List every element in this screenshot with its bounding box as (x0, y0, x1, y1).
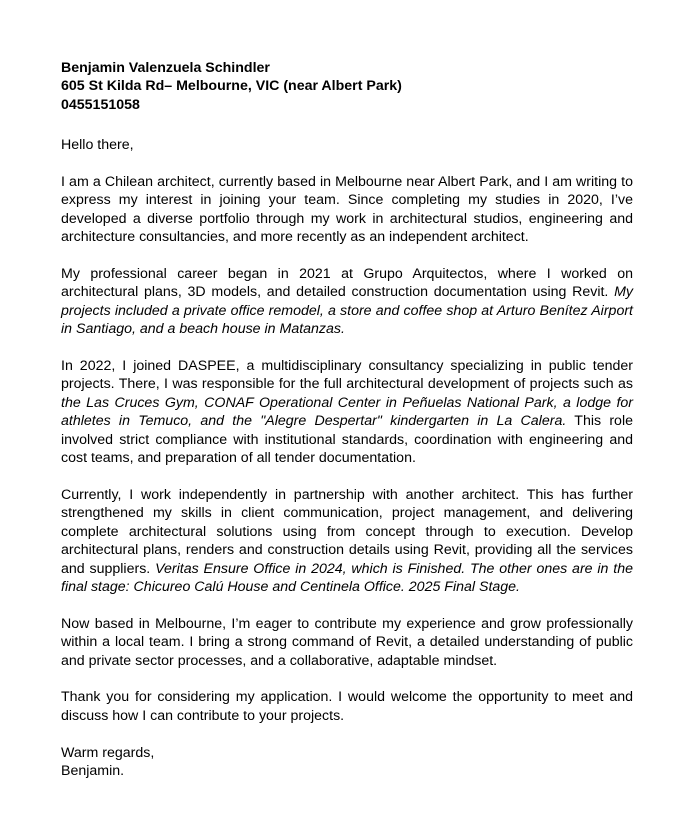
paragraph-introduction: I am a Chilean architect, currently based in Melbourne near Albert Park, and I am writing to express my interest in joining your team. Since completing my studies in 2020, I’ve developed a diverse portfolio through my work in architectural studios, engineering and architecture consultancies, and more recently as an independent architect. (61, 174, 633, 246)
closing-signature: Benjamin. (61, 762, 125, 779)
sender-address: 605 St Kilda Rd– Melbourne, VIC (near Albert Park) (61, 78, 402, 95)
paragraph-italic-text: Veritas Ensure Office in 2024, which is Finished. The other ones are in the final stage: Chicureo Calú House and Centinela Office. 2025 Final Stage. (61, 560, 633, 595)
paragraph-grupo-arquitectos (61, 265, 633, 339)
paragraph-text: This role involved strict compliance with institutional standards, coordination with engineering and cost teams, and preparation of all tender documentation. (61, 413, 633, 467)
paragraph-thank-you: Thank you for considering my application. I would welcome the opportunity to meet and discuss how I can contribute to your projects. (61, 689, 633, 724)
paragraph-italic-text: My projects included a private office remodel, a store and coffee shop at Arturo Benítez Airport in Santiago, and a beach house in Matanzas. (61, 284, 633, 338)
paragraph-melbourne: Now based in Melbourne, I’m eager to contribute my experience and grow professionally within a local team. I bring a strong command of Revit, a detailed understanding of public and private sector processes, and a collaborative, adaptable mindset. (61, 615, 633, 669)
letter-closing (61, 744, 633, 781)
paragraph-text: My professional career began in 2021 at Grupo Arquitectos, where I worked on architectural plans, 3D models, and detailed construction documentation using Revit. (61, 266, 633, 301)
paragraph-text: In 2022, I joined DASPEE, a multidisciplinary consultancy specializing in public tender projects. There, I was responsible for the full architectural development of projects such as (61, 358, 633, 393)
sender-phone: 0455151058 (61, 96, 140, 113)
greeting: Hello there, (61, 137, 134, 154)
paragraph-independent-work (61, 486, 633, 596)
paragraph-daspee (61, 357, 633, 467)
closing-salutation: Warm regards, (61, 744, 155, 761)
sender-name: Benjamin Valenzuela Schindler (61, 60, 270, 76)
paragraph-text: Currently, I work independently in partnership with another architect. This has further strengthened my skills in client communication, project management, and delivering complete architectural solutions using from concept through to execution. Develop architectural plans, renders and construction details using Revit, providing all the services and suppliers. (61, 486, 633, 577)
cover-letter (61, 59, 633, 780)
letter-header (61, 59, 633, 114)
paragraph-italic-text: the Las Cruces Gym, CONAF Operational Center in Peñuelas National Park, a lodge for athletes in Temuco, and the "Alegre Despertar" kindergarten in La Calera. (61, 394, 633, 430)
